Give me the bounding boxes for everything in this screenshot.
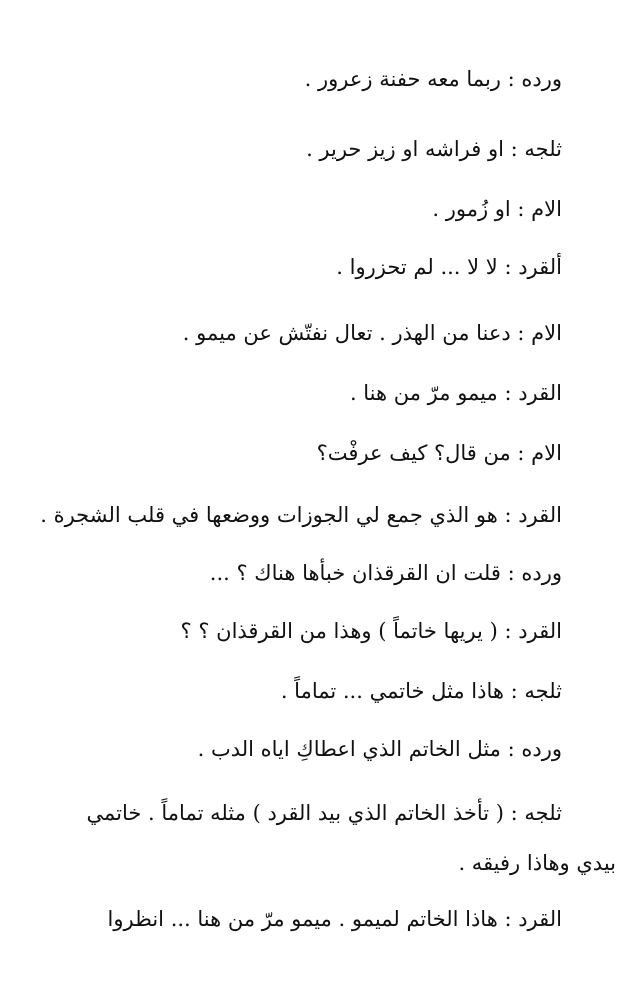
dialogue-line: ورده : قلت ان القرقذان خبأها هناك ؟ ... <box>209 561 562 585</box>
dialogue-line: القرد : ميمو مرّ من هنا . <box>349 381 562 405</box>
dialogue-line: القرد : ( يريها خاتماً ) وهذا من القرقذان ؟ ؟ <box>180 619 562 643</box>
dialogue-line: ألقرد : لا لا ... لم تحزروا . <box>336 255 562 279</box>
dialogue-line: ثلجه : ( تأخذ الخاتم الذي بيد القرد ) مثله تماماً . خاتمي <box>86 801 562 825</box>
dialogue-line: القرد : هو الذي جمع لي الجوزات ووضعها في قلب الشجرة . <box>40 503 562 527</box>
dialogue-line: القرد : هاذا الخاتم لميمو . ميمو مرّ من هنا ... انظروا <box>107 907 562 931</box>
dialogue-line-continuation: بيدي وهاذا رفيقه . <box>458 851 616 875</box>
dialogue-line: ثلجه : هاذا مثل خاتمي ... تماماً . <box>280 679 562 703</box>
dialogue-line: ورده : ربما معه حفنة زعرور . <box>304 67 562 91</box>
dialogue-line: الام : دعنا من الهذر . تعال نفتّش عن ميمو . <box>182 321 562 345</box>
dialogue-line: الام : من قال؟ كيف عرفْت؟ <box>316 441 562 465</box>
dialogue-line: ورده : مثل الخاتم الذي اعطاكِ اياه الدب . <box>197 737 562 761</box>
dialogue-line: ثلجه : او فراشه او زيز حرير . <box>306 137 562 161</box>
dialogue-line: الام : او زُمور . <box>432 197 562 221</box>
